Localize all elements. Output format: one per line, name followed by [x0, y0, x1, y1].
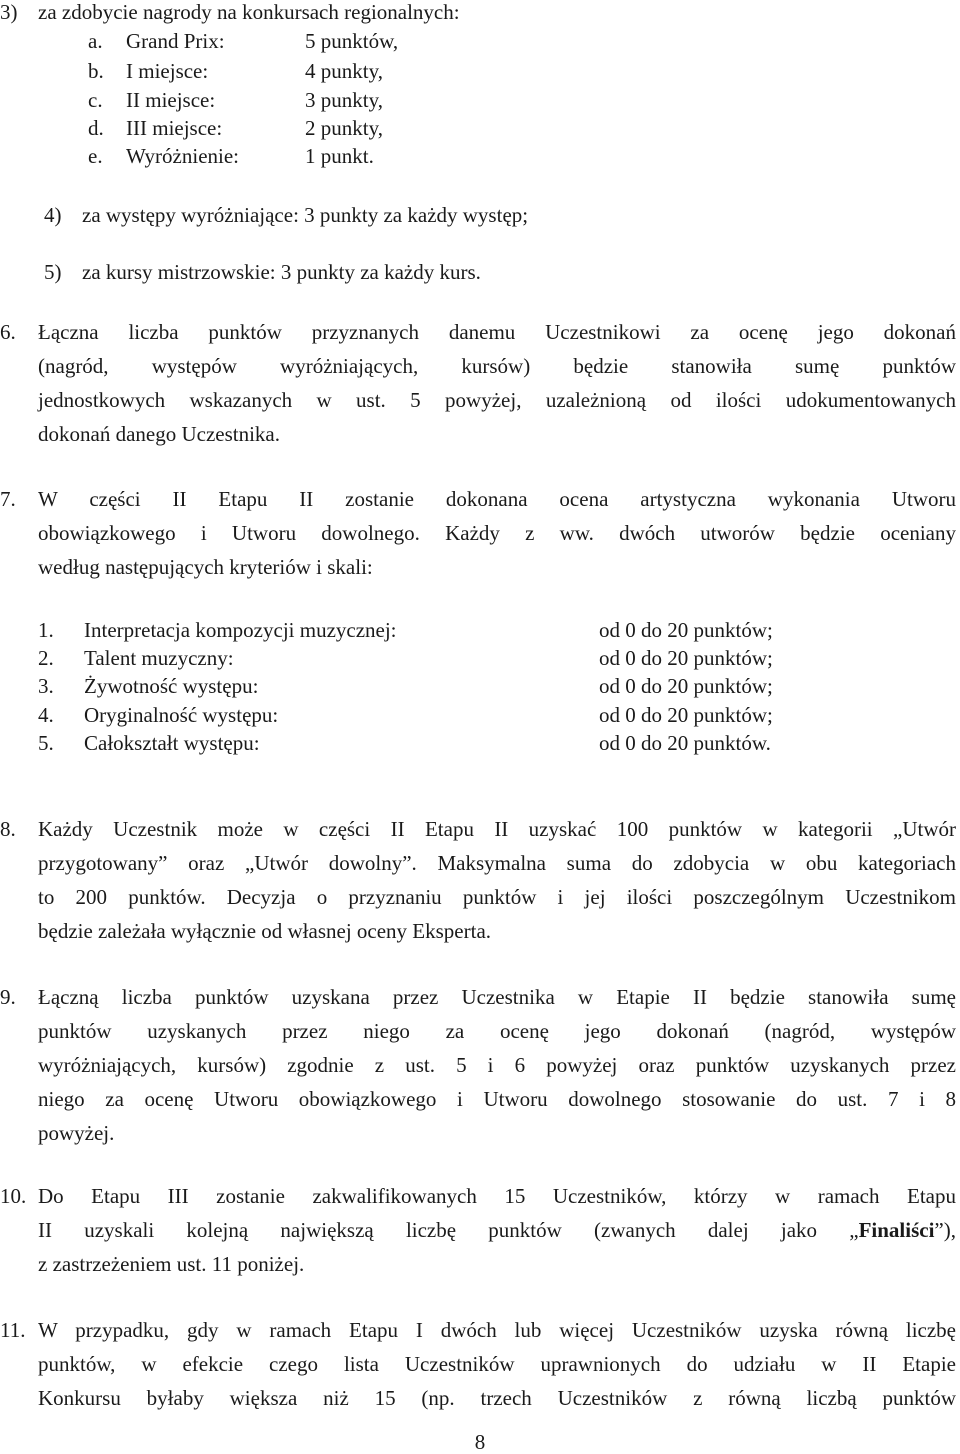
- criterion-1-number: 1.: [38, 618, 54, 642]
- sub-points-d: 2 punkty,: [305, 116, 383, 140]
- paragraph-7-number: 7.: [0, 487, 16, 511]
- item-3-number: 3): [0, 0, 18, 24]
- sub-label-a: Grand Prix:: [126, 29, 225, 53]
- sub-points-b: 4 punkty,: [305, 59, 383, 83]
- criterion-1-range: od 0 do 20 punktów;: [599, 618, 773, 642]
- paragraph-9-number: 9.: [0, 985, 16, 1009]
- sub-letter-a: a.: [88, 29, 103, 53]
- criterion-5-number: 5.: [38, 731, 54, 755]
- criterion-4-number: 4.: [38, 703, 54, 727]
- criterion-2-label: Talent muzyczny:: [84, 646, 234, 670]
- paragraph-10-line-1: Do Etapu III zostanie zakwalifikowanych 15 Uczestników, którzy w ramach Etapu: [38, 1184, 956, 1208]
- paragraph-8-line-2: przygotowany” oraz „Utwór dowolny”. Maksymalna suma do zdobycia w obu kategoriach: [38, 851, 956, 875]
- criterion-5-label: Całokształt występu:: [84, 731, 260, 755]
- paragraph-9-line-1: Łączną liczba punktów uzyskana przez Uczestnika w Etapie II będzie stanowiła sumę: [38, 985, 956, 1009]
- paragraph-8-line-1: Każdy Uczestnik może w części II Etapu II uzyskać 100 punktów w kategorii „Utwór: [38, 817, 956, 841]
- paragraph-10-line-2: [38, 1220, 956, 1241]
- sub-letter-e: e.: [88, 144, 103, 168]
- criterion-3-label: Żywotność występu:: [84, 674, 259, 698]
- criterion-4-range: od 0 do 20 punktów;: [599, 703, 773, 727]
- item-4-text: za występy wyróżniające: 3 punkty za każdy występ;: [82, 203, 529, 227]
- paragraph-8-line-4: będzie zależała wyłącznie od własnej oceny Eksperta.: [38, 919, 492, 943]
- criterion-1-label: Interpretacja kompozycji muzycznej:: [84, 618, 397, 642]
- paragraph-10-line-3: z zastrzeżeniem ust. 11 poniżej.: [38, 1252, 305, 1276]
- sub-points-c: 3 punkty,: [305, 88, 383, 112]
- paragraph-11-line-3: Konkursu byłaby większa niż 15 (np. trzech Uczestników z równą liczbą punktów: [38, 1386, 956, 1410]
- item-5-text: za kursy mistrzowskie: 3 punkty za każdy kurs.: [82, 260, 481, 284]
- item-5-number: 5): [44, 260, 62, 284]
- paragraph-9-line-4: niego za ocenę Utworu obowiązkowego i Utworu dowolnego stosowanie do ust. 7 i 8: [38, 1087, 956, 1111]
- paragraph-8-line-3: to 200 punktów. Decyzja o przyznaniu punktów i jej ilości poszczególnym Uczestnikom: [38, 885, 956, 909]
- paragraph-10-line-2-start: II uzyskali kolejną największą liczbę punktów (zwanych dalej jako „: [38, 1218, 859, 1242]
- sub-letter-d: d.: [88, 116, 104, 140]
- paragraph-8-number: 8.: [0, 817, 16, 841]
- sub-label-e: Wyróżnienie:: [126, 144, 240, 168]
- sub-points-e: 1 punkt.: [305, 144, 374, 168]
- paragraph-11-line-2: punktów, w efekcie czego lista Uczestników uprawnionych do udziału w II Etapie: [38, 1352, 956, 1376]
- paragraph-7-line-1: W części II Etapu II zostanie dokonana ocena artystyczna wykonania Utworu: [38, 487, 956, 511]
- paragraph-11-line-1: W przypadku, gdy w ramach Etapu I dwóch lub więcej Uczestników uzyska równą liczbę: [38, 1318, 956, 1342]
- finalisci-term: Finaliści: [858, 1218, 935, 1242]
- item-4-number: 4): [44, 203, 62, 227]
- paragraph-10-line-2-end: ”),: [934, 1218, 956, 1242]
- criterion-3-range: od 0 do 20 punktów;: [599, 674, 773, 698]
- item-3-text: za zdobycie nagrody na konkursach regionalnych:: [38, 0, 460, 24]
- paragraph-11-number: 11.: [0, 1318, 26, 1342]
- sub-label-c: II miejsce:: [126, 88, 216, 112]
- sub-letter-c: c.: [88, 88, 103, 112]
- criterion-4-label: Oryginalność występu:: [84, 703, 279, 727]
- paragraph-6-line-4: dokonań danego Uczestnika.: [38, 422, 281, 446]
- paragraph-6-number: 6.: [0, 320, 16, 344]
- page-number: 8: [474, 1430, 486, 1454]
- sub-points-a: 5 punktów,: [305, 29, 399, 53]
- criterion-5-range: od 0 do 20 punktów.: [599, 731, 771, 755]
- sub-label-b: I miejsce:: [126, 59, 209, 83]
- sub-letter-b: b.: [88, 59, 104, 83]
- paragraph-6-line-3: jednostkowych wskazanych w ust. 5 powyżej, uzależnioną od ilości udokumentowanych: [38, 388, 956, 412]
- paragraph-9-line-3: wyróżniających, kursów) zgodnie z ust. 5 i 6 powyżej oraz punktów uzyskanych przez: [38, 1053, 956, 1077]
- sub-label-d: III miejsce:: [126, 116, 223, 140]
- paragraph-9-line-2: punktów uzyskanych przez niego za ocenę jego dokonań (nagród, występów: [38, 1019, 956, 1043]
- paragraph-6-line-2: (nagród, występów wyróżniających, kursów) będzie stanowiła sumę punktów: [38, 354, 956, 378]
- paragraph-7-line-2: obowiązkowego i Utworu dowolnego. Każdy z ww. dwóch utworów będzie oceniany: [38, 521, 956, 545]
- criterion-3-number: 3.: [38, 674, 54, 698]
- paragraph-7-line-3: według następujących kryteriów i skali:: [38, 555, 373, 579]
- paragraph-6-line-1: Łączna liczba punktów przyznanych danemu Uczestnikowi za ocenę jego dokonań: [38, 320, 956, 344]
- criterion-2-range: od 0 do 20 punktów;: [599, 646, 773, 670]
- paragraph-9-line-5: powyżej.: [38, 1121, 115, 1145]
- criterion-2-number: 2.: [38, 646, 54, 670]
- paragraph-10-number: 10.: [0, 1184, 27, 1208]
